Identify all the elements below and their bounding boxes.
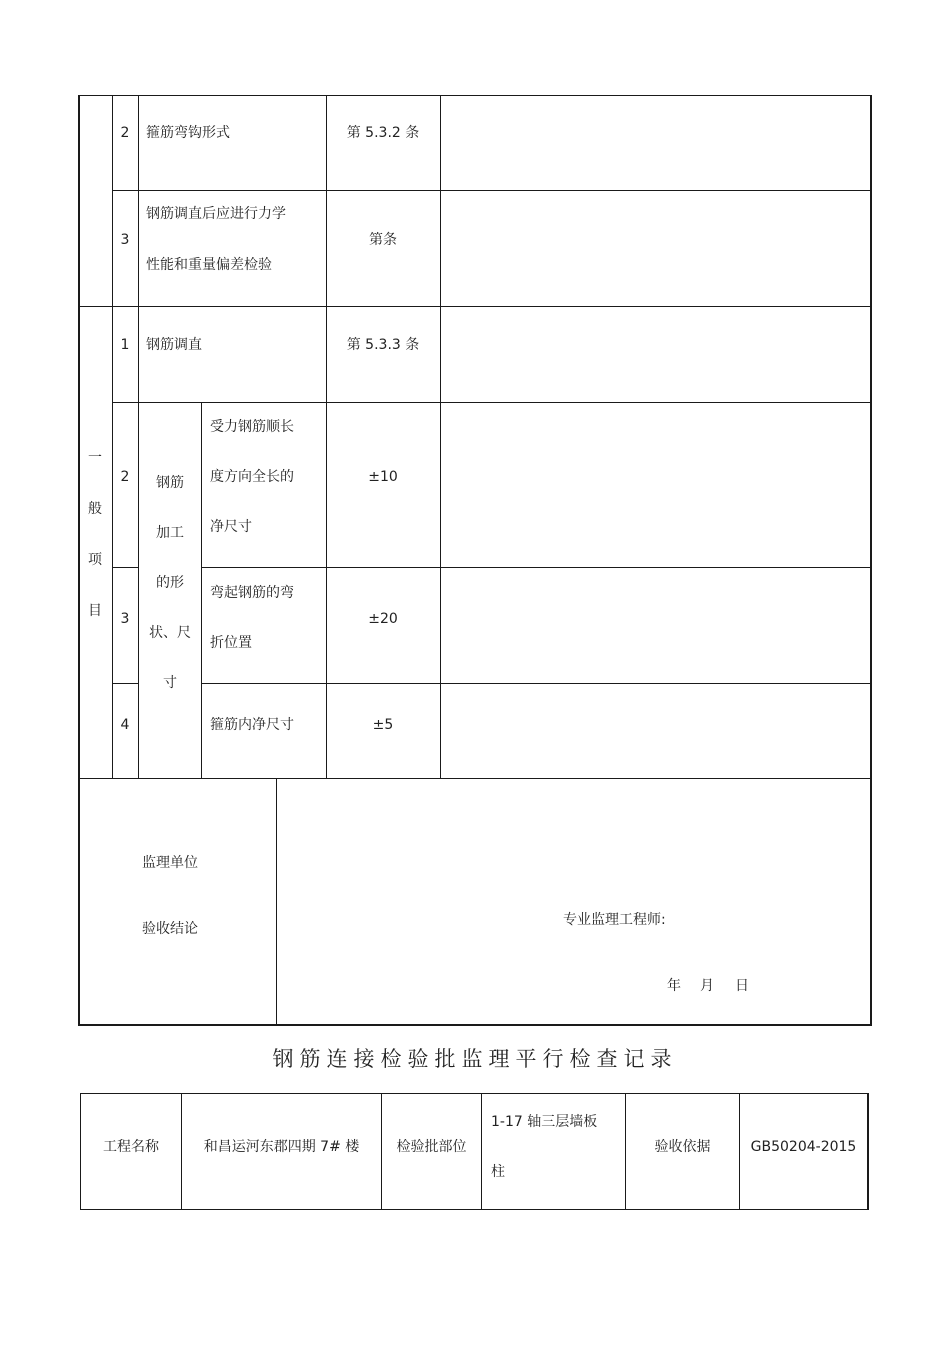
batch-location-label: 检验批部位 (396, 1139, 467, 1155)
sub-item-line: 净尺寸 (210, 519, 252, 535)
item-name: 钢筋调直 (146, 337, 202, 353)
row-number: 3 (120, 611, 130, 627)
item-name-line: 钢筋调直后应进行力学 (146, 206, 286, 222)
standard-clause: 第 5.3.2 条 (346, 125, 420, 141)
item-name: 箍筋弯钩形式 (146, 125, 230, 141)
sub-item-line: 折位置 (210, 635, 252, 651)
date-day: 日 (735, 978, 749, 994)
conclusion-label-line1: 监理单位 (142, 855, 198, 871)
conclusion-label-line2: 验收结论 (142, 921, 198, 937)
document-title: 钢筋连接检验批监理平行检查记录 (272, 1047, 678, 1071)
row-number: 2 (120, 469, 130, 485)
batch-location-value-line: 柱 (491, 1164, 505, 1180)
standard-clause: 第条 (369, 232, 397, 248)
sub-item-line: 弯起钢筋的弯 (210, 585, 294, 601)
row-number: 2 (120, 125, 130, 141)
acceptance-basis-value: GB50204-2015 (750, 1139, 857, 1155)
project-name-label: 工程名称 (103, 1139, 159, 1155)
row-number: 1 (120, 337, 130, 353)
row-number: 4 (120, 717, 130, 733)
sub-item-line: 箍筋内净尺寸 (210, 717, 294, 733)
general-items-label: 一 般 项 目 (88, 450, 102, 619)
project-name-value: 和昌运河东郡四期 7# 楼 (203, 1139, 360, 1155)
sub-item-line: 度方向全长的 (210, 469, 294, 485)
tolerance-value: ±5 (372, 717, 394, 733)
standard-clause: 第 5.3.3 条 (346, 337, 420, 353)
item-name-line: 性能和重量偏差检验 (146, 257, 272, 273)
processing-group-label: 钢筋 加工 的形 状、尺 寸 (149, 475, 191, 691)
tolerance-value: ±10 (368, 469, 398, 485)
date-month: 月 (700, 978, 714, 994)
engineer-signature-label: 专业监理工程师: (563, 912, 666, 928)
sub-item-line: 受力钢筋顺长 (210, 419, 294, 435)
batch-location-value-line: 1-17 轴三层墙板 (491, 1114, 598, 1130)
row-number: 3 (120, 232, 130, 248)
acceptance-basis-label: 验收依据 (654, 1139, 711, 1155)
tolerance-value: ±20 (368, 611, 398, 627)
date-year: 年 (667, 978, 681, 994)
